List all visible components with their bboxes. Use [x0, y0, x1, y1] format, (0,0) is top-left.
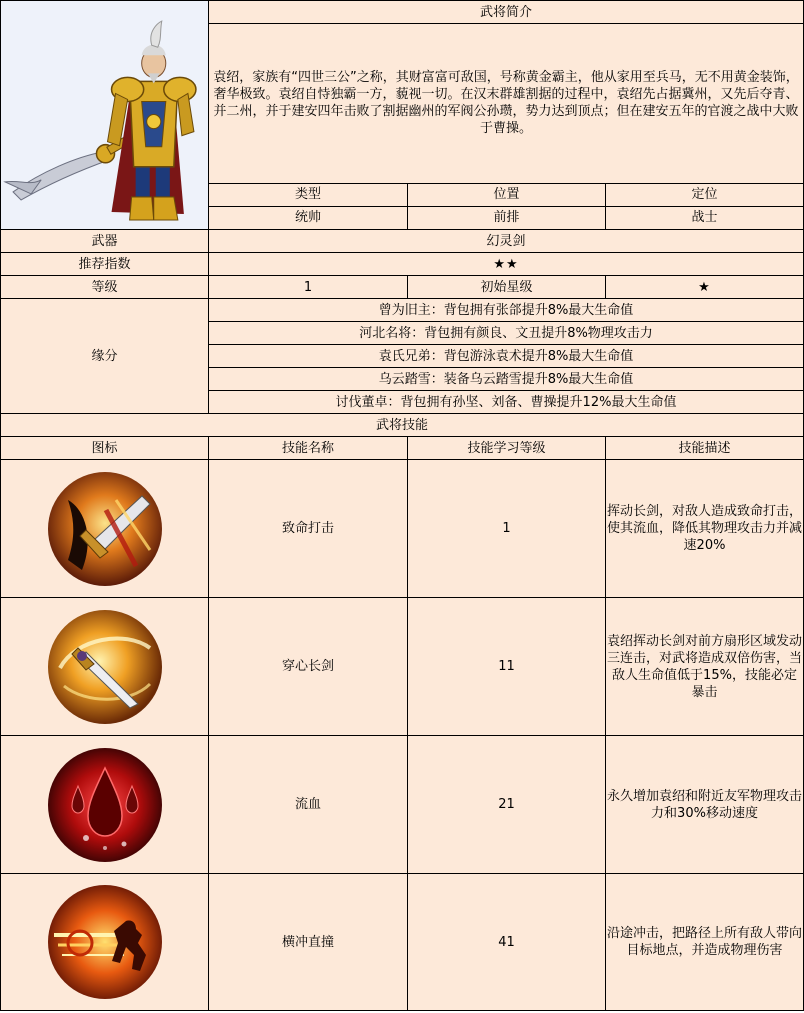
hero-portrait-image [1, 1, 208, 229]
sword-slash-skill-icon [46, 470, 164, 588]
weapon-value: 幻灵剑 [209, 230, 804, 253]
fate-item: 曾为旧主：背包拥有张郃提升8%最大生命值 [209, 299, 804, 322]
skill-icon-cell [1, 598, 209, 736]
skill-icon-cell [1, 736, 209, 874]
charge-skill-icon [46, 883, 164, 1001]
skills-header-icon: 图标 [1, 437, 209, 460]
skill-name: 流血 [209, 736, 408, 874]
skill-row [1, 736, 804, 874]
triple-thrust-skill-icon [46, 608, 164, 726]
attr-header-type: 类型 [209, 183, 408, 206]
level-value: 1 [209, 276, 408, 299]
skill-level: 11 [408, 598, 606, 736]
blood-drop-skill-icon [46, 746, 164, 864]
initial-star-value: ★ [606, 276, 804, 299]
hero-portrait [1, 1, 209, 230]
level-label: 等级 [1, 276, 209, 299]
weapon-label: 武器 [1, 230, 209, 253]
fate-item: 河北名将：背包拥有颜良、文丑提升8%物理攻击力 [209, 322, 804, 345]
attr-header-role: 定位 [606, 183, 804, 206]
recommend-stars: ★★ [209, 253, 804, 276]
skill-desc: 永久增加袁绍和附近友军物理攻击力和30%移动速度 [606, 736, 804, 874]
attr-value-position: 前排 [408, 206, 606, 229]
attr-header-position: 位置 [408, 183, 606, 206]
fate-item: 乌云踏雪：装备乌云踏雪提升8%最大生命值 [209, 368, 804, 391]
fate-item: 讨伐董卓：背包拥有孙坚、刘备、曹操提升12%最大生命值 [209, 391, 804, 414]
skill-level: 21 [408, 736, 606, 874]
fate-label: 缘分 [1, 299, 209, 414]
skills-header-level: 技能学习等级 [408, 437, 606, 460]
fate-item: 袁氏兄弟：背包游泳袁术提升8%最大生命值 [209, 345, 804, 368]
recommend-label: 推荐指数 [1, 253, 209, 276]
skills-header-name: 技能名称 [209, 437, 408, 460]
skill-row [1, 874, 804, 1011]
initial-star-label: 初始星级 [408, 276, 606, 299]
attr-value-role: 战士 [606, 206, 804, 229]
skill-level: 41 [408, 874, 606, 1011]
skill-desc: 沿途冲击，把路径上所有敌人带向目标地点，并造成物理伤害 [606, 874, 804, 1011]
skill-name: 致命打击 [209, 460, 408, 598]
skill-level: 1 [408, 460, 606, 598]
skill-desc: 袁绍挥动长剑对前方扇形区域发动三连击，对武将造成双倍伤害，当敌人生命值低于15%，技能必定暴击 [606, 598, 804, 736]
skill-name: 横冲直撞 [209, 874, 408, 1011]
skills-section-title: 武将技能 [1, 414, 804, 437]
skill-row [1, 598, 804, 736]
skills-header-desc: 技能描述 [606, 437, 804, 460]
skill-icon-cell [1, 874, 209, 1011]
skill-name: 穿心长剑 [209, 598, 408, 736]
intro-text: 袁绍，家族有“四世三公”之称，其财富富可敌国，号称黄金霸主，他从家用至兵马，无不用黄金装饰，奢华极致。袁绍自恃独霸一方，藐视一切。在汉末群雄割据的过程中，袁绍先占据冀州，又先后夺青、并二州，并于建安四年击败了割据幽州的军阀公孙瓒，势力达到顶点；但在建安五年的官渡之战中大败于曹操。 [209, 24, 804, 183]
skill-desc: 挥动长剑，对敌人造成致命打击，使其流血，降低其物理攻击力并减速20% [606, 460, 804, 598]
intro-header: 武将简介 [209, 1, 804, 24]
attr-value-type: 统帅 [209, 206, 408, 229]
skill-row [1, 460, 804, 598]
skill-icon-cell [1, 460, 209, 598]
